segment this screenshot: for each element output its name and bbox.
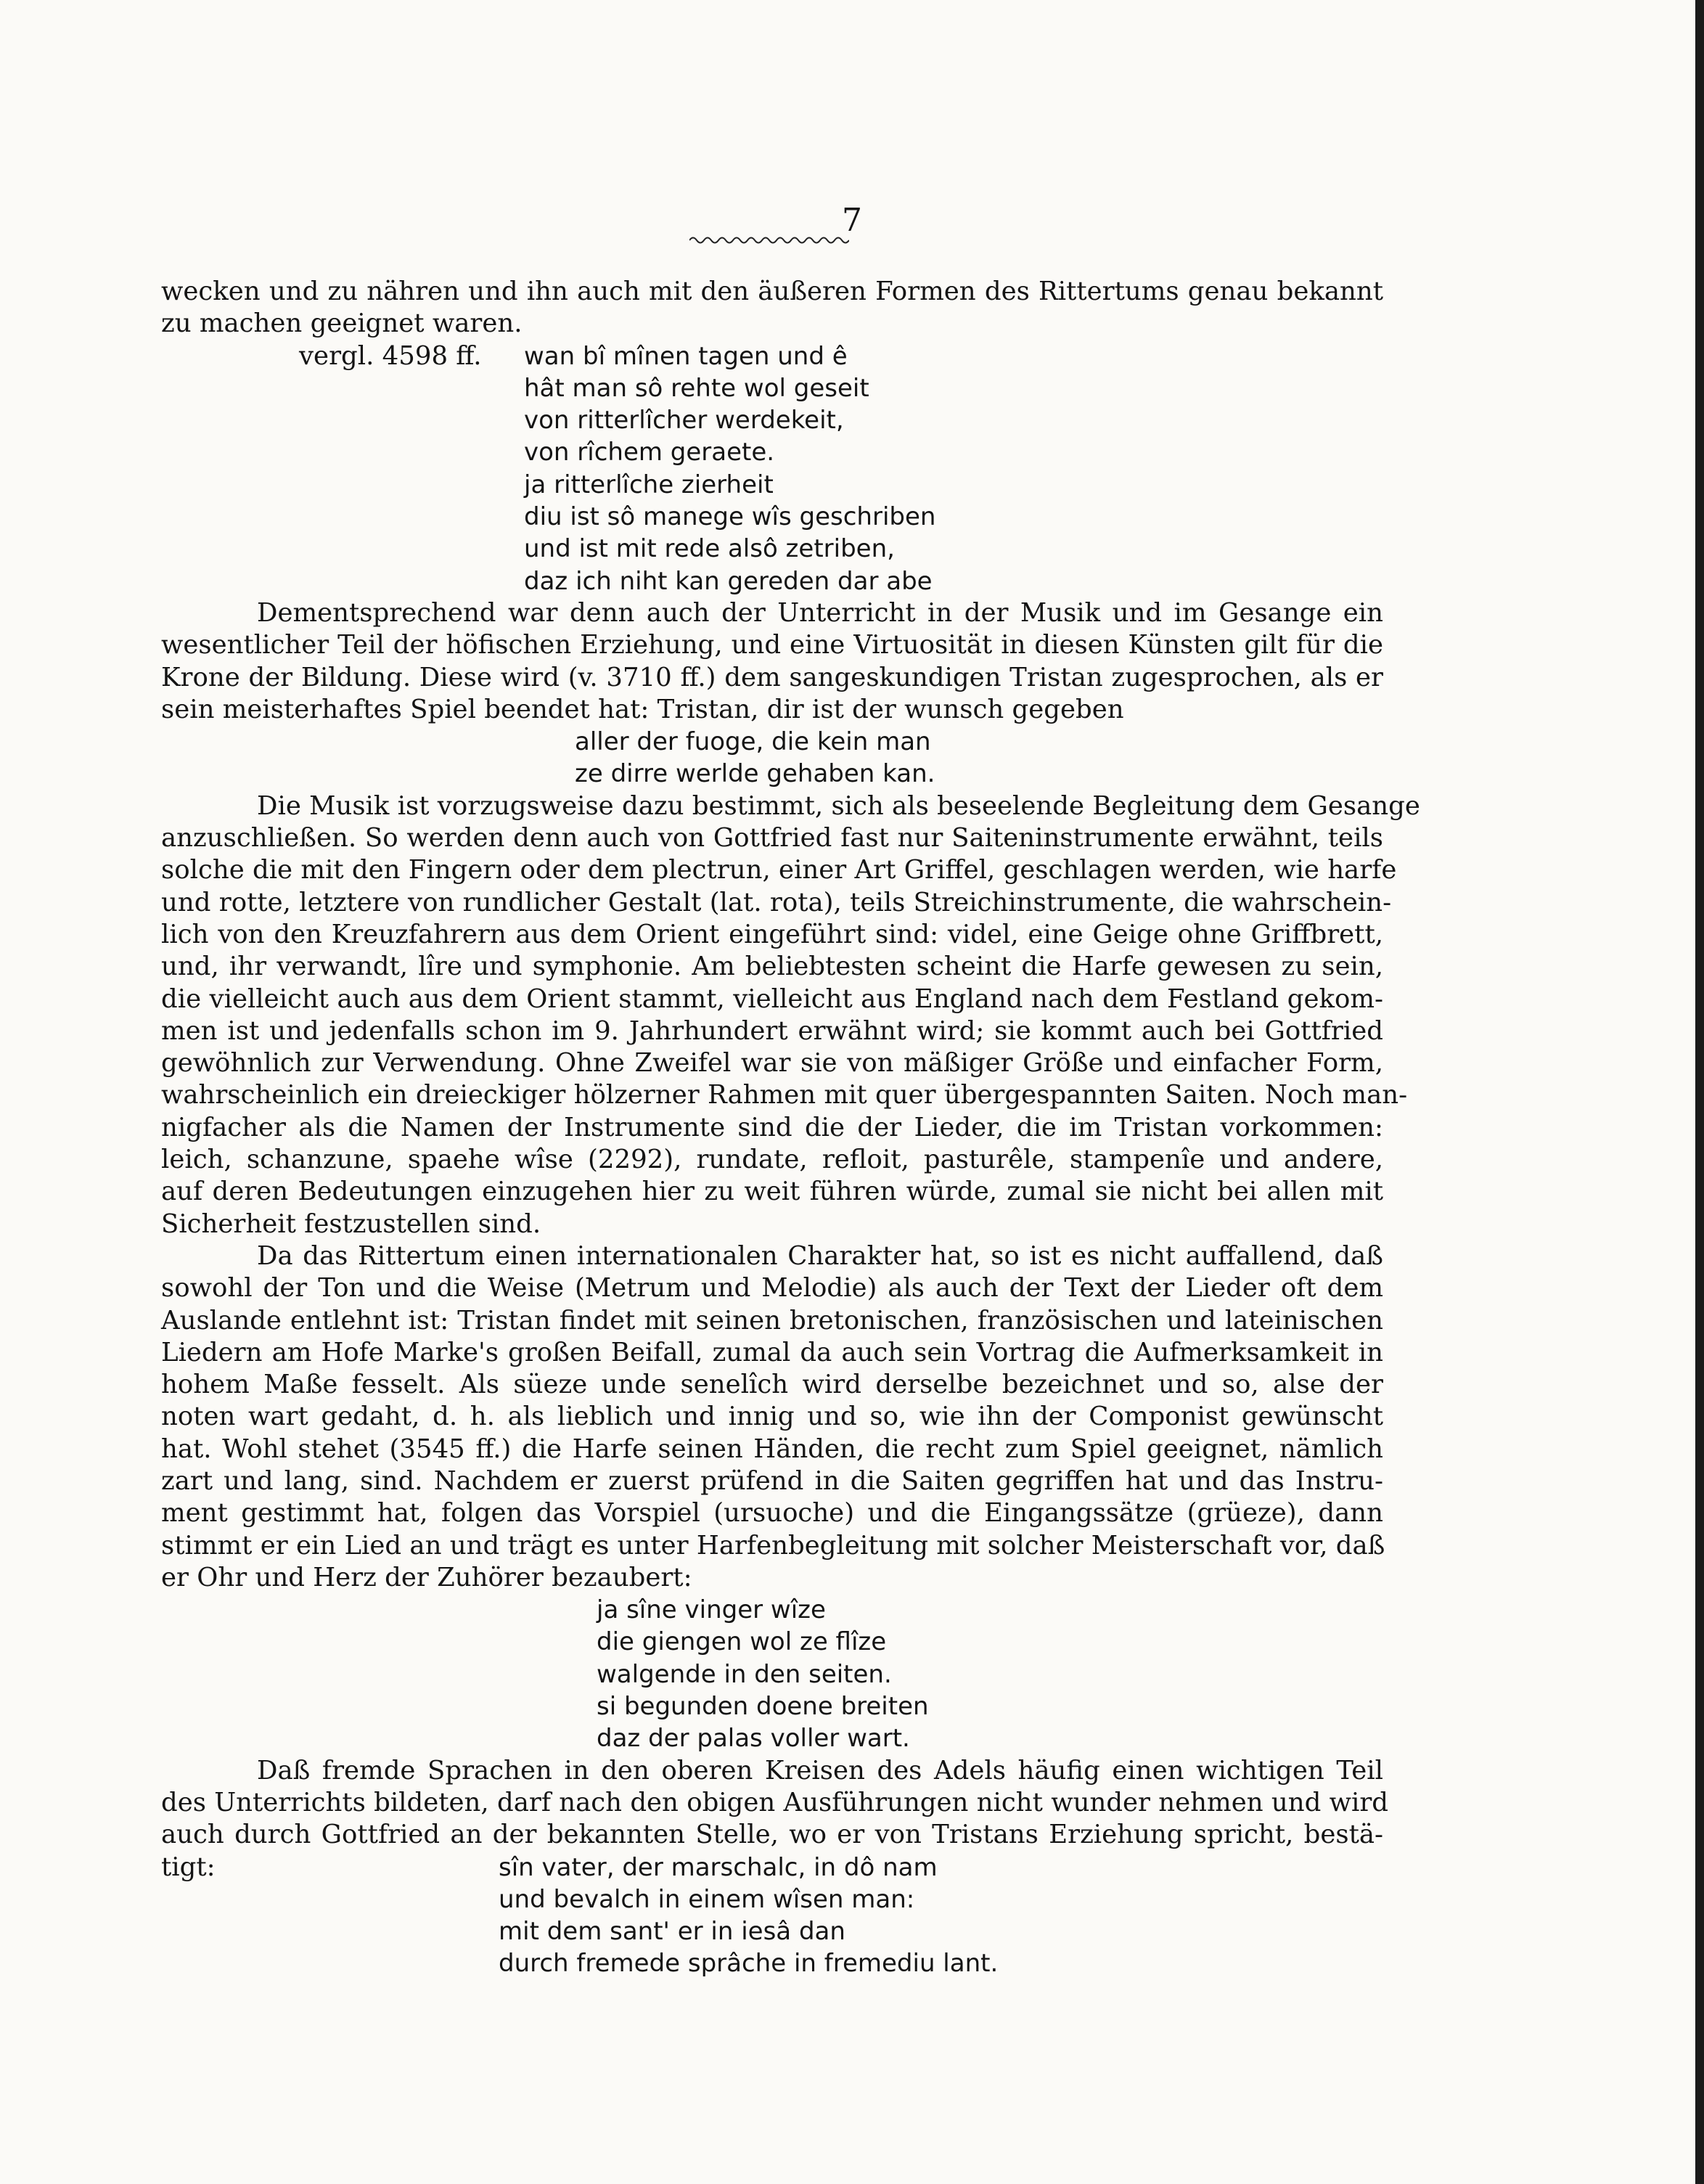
text-line: sowohl der Ton und die Weise (Metrum und Melodie) als auch der Text der Lieder oft dem — [161, 1273, 1383, 1304]
text-line: die vielleicht auch aus dem Orient stammt, vielleicht aus England nach dem Festland gekom- — [161, 983, 1383, 1014]
text-line: und rotte, letztere von rundlicher Gestalt (lat. rota), teils Streichinstrumente, die wahrschein- — [161, 887, 1392, 917]
verse-line: aller der fuoge, die kein man — [575, 727, 931, 757]
text-line: Krone der Bildung. Diese wird (v. 3710 ff.) dem sangeskundigen Tristan zugesprochen, als er — [161, 662, 1383, 692]
verse-line: daz ich niht kan gereden dar abe — [524, 566, 933, 596]
verse-line: diu ist sô manege wîs geschriben — [524, 502, 936, 532]
text-line: noten wart gedaht, d. h. als lieblich und innig und so, wie ihn der Componist gewünscht — [161, 1402, 1383, 1432]
verse-line — [161, 1852, 1383, 1884]
verse-line: walgende in den seiten. — [597, 1659, 892, 1689]
page-number: 7 — [842, 202, 862, 239]
text-line: hat. Wohl stehet (3545 ff.) die Harfe seinen Händen, die recht zum Spiel geeignet, nämlich — [161, 1433, 1383, 1464]
verse-line: si begunden doene breiten — [597, 1692, 929, 1722]
text-line: wahrscheinlich ein dreieckiger hölzerner Rahmen mit quer übergespannten Saiten. Noch man- — [161, 1080, 1408, 1111]
verse-line: und bevalch in einem wîsen man: — [499, 1884, 915, 1914]
text-line: Sicherheit festzustellen sind. — [161, 1208, 541, 1239]
text-line: Auslande entlehnt ist: Tristan findet mit seinen bretonischen, französischen und lateinischen — [161, 1305, 1383, 1336]
verse-reference: vergl. 4598 ff. — [299, 340, 482, 371]
verse-line: die giengen wol ze flîze — [597, 1627, 887, 1657]
text-line: auch durch Gottfried an der bekannten Stelle, wo er von Tristans Erziehung spricht, bestä- — [161, 1820, 1383, 1850]
text-line: zart und lang, sind. Nachdem er zuerst prüfend in die Saiten gegriffen hat und das Instru- — [161, 1465, 1383, 1496]
text-line: Die Musik ist vorzugsweise dazu bestimmt, sich als beseelende Begleitung dem Gesange — [257, 790, 1420, 821]
verse-line: und ist mit rede alsô zetriben, — [524, 534, 895, 564]
verse-line: mit dem sant' er in iesâ dan — [499, 1917, 845, 1947]
text-line: Dementsprechend war denn auch der Unterricht in der Musik und im Gesange ein — [257, 597, 1383, 628]
text-line: Da das Rittertum einen internationalen Charakter hat, so ist es nicht auffallend, daß — [257, 1240, 1383, 1271]
text-line: nigfacher als die Namen der Instrumente sind die der Lieder, die im Tristan vorkommen: — [161, 1112, 1383, 1142]
scan-edge — [1695, 0, 1704, 2184]
text-line: er Ohr und Herz der Zuhörer bezaubert: — [161, 1562, 692, 1592]
text-line: Liedern am Hofe Marke's großen Beifall, zumal da auch sein Vortrag die Aufmerksamkeit in — [161, 1337, 1383, 1367]
wavy-ornament-divider — [689, 234, 849, 247]
verse-line: ja ritterlîche zierheit — [524, 470, 774, 499]
text-line: sein meisterhaftes Spiel beendet hat: Tristan, dir ist der wunsch gegeben — [161, 694, 1124, 724]
verse-line: ze dirre werlde gehaben kan. — [575, 759, 935, 789]
text-line: zu machen geeignet waren. — [161, 308, 523, 339]
text-line: solche die mit den Fingern oder dem plectrun, einer Art Griffel, geschlagen werden, wie harfe — [161, 855, 1397, 886]
verse-line: von ritterlîcher werdekeit, — [524, 406, 844, 435]
body-text — [161, 276, 1420, 1980]
verse-line: hât man sô rehte wol geseit — [524, 373, 869, 403]
text-line: ment gestimmt hat, folgen das Vorspiel (ursuoche) und die Eingangssätze (grüeze), dann — [161, 1498, 1383, 1529]
text-line: und, ihr verwandt, lîre und symphonie. Am beliebtesten scheint die Harfe gewesen zu sein, — [161, 952, 1383, 982]
text-line: hohem Maße fesselt. Als süeze unde senelîch wird derselbe bezeichnet und so, alse der — [161, 1370, 1383, 1400]
verse-line: ja sîne vinger wîze — [597, 1595, 826, 1625]
verse-text: sîn vater, der marschalc, in dô nam — [499, 1852, 938, 1882]
text-line: wesentlicher Teil der höfischen Erziehung, und eine Virtuosität in diesen Künsten gilt für die — [161, 630, 1383, 660]
text-line: wecken und zu nähren und ihn auch mit den äußeren Formen des Rittertums genau bekannt — [161, 277, 1383, 306]
verse-line: durch fremede sprâche in fremediu lant. — [499, 1949, 999, 1979]
verse-line: von rîchem geraete. — [524, 438, 775, 467]
verse-line: daz der palas voller wart. — [597, 1724, 910, 1754]
text-line: Daß fremde Sprachen in den oberen Kreisen des Adels häufig einen wichtigen Teil — [257, 1755, 1383, 1786]
text-line: men ist und jedenfalls schon im 9. Jahrhundert erwähnt wird; sie kommt auch bei Gottfried — [161, 1015, 1383, 1046]
verse-line — [161, 340, 1383, 372]
text-line: gewöhnlich zur Verwendung. Ohne Zweifel war sie von mäßiger Größe und einfacher Form, — [161, 1048, 1383, 1079]
verse-text: wan bî mînen tagen und ê — [524, 341, 848, 371]
text-line: stimmt er ein Lied an und trägt es unter Harfenbegleitung mit solcher Meisterschaft vor, daß — [161, 1530, 1385, 1561]
text-line: auf deren Bedeutungen einzugehen hier zu weit führen würde, zumal sie nicht bei allen mit — [161, 1177, 1383, 1207]
text-line: lich von den Kreuzfahrern aus dem Orient eingeführt sind: videl, eine Geige ohne Griffbrett, — [161, 919, 1383, 949]
text-line: des Unterrichts bildeten, darf nach den obigen Ausführungen nicht wunder nehmen und wird — [161, 1787, 1389, 1817]
text-fragment: tigt: — [161, 1852, 216, 1882]
text-line: anzuschließen. So werden denn auch von Gottfried fast nur Saiteninstrumente erwähnt, teils — [161, 823, 1383, 854]
text-line: leich, schanzune, spaehe wîse (2292), rundate, refloit, pasturêle, stampenîe und andere, — [161, 1145, 1383, 1175]
